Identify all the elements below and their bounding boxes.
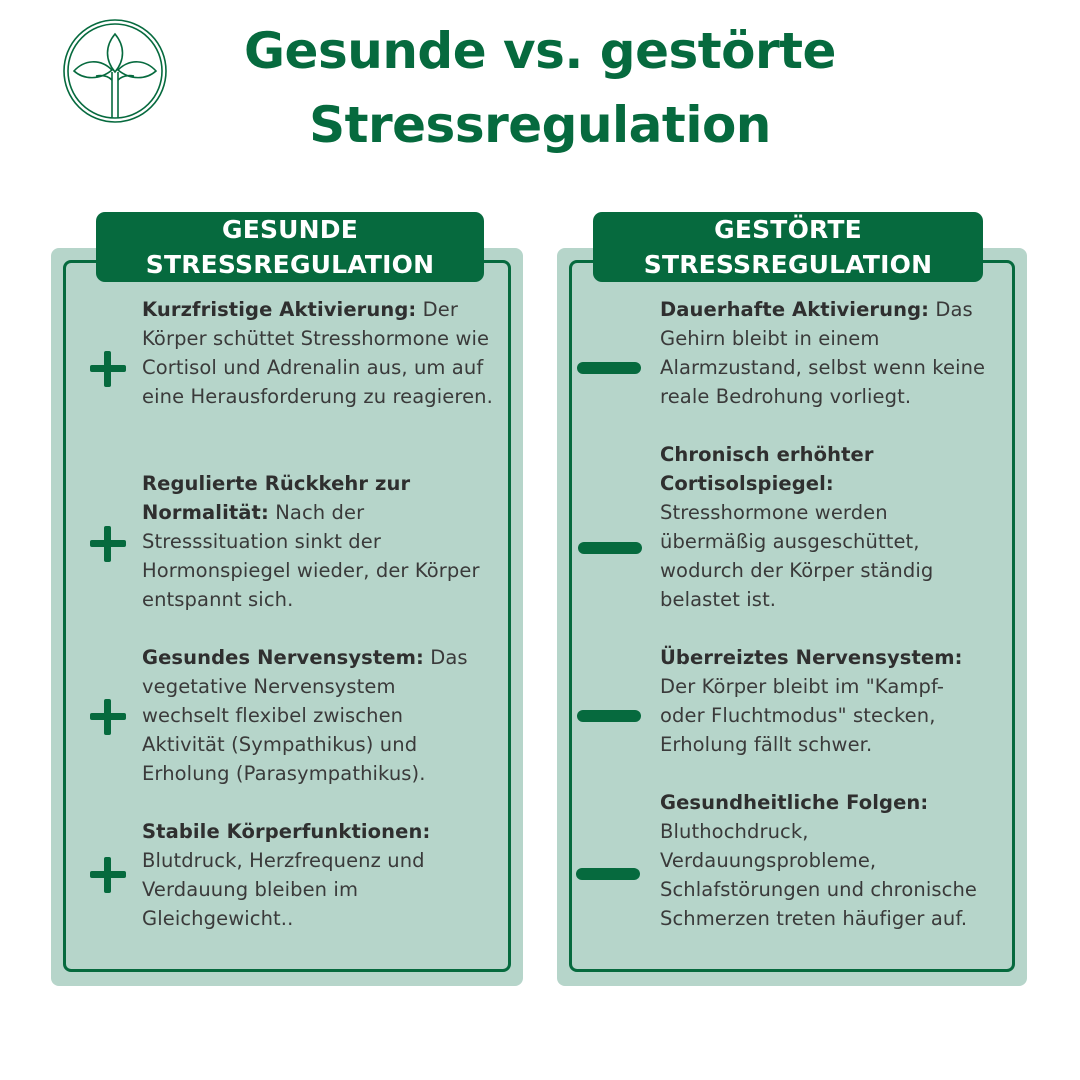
healthy-item-3-title: Gesundes Nervensystem: (142, 646, 424, 669)
disturbed-item-3-text: Der Körper bleibt im "Kampf- oder Fluchtmodus" stecken, Erholung fällt schwer. (660, 675, 944, 756)
healthy-item-3-text: Das vegetative Nervensystem wechselt flexibel zwischen Aktivität (Sympathikus) und Erholung (Parasympathikus). (142, 646, 468, 785)
disturbed-item-4-title: Gesundheitliche Folgen: (660, 791, 929, 814)
healthy-item-1-title: Kurzfristige Aktivierung: (142, 298, 417, 321)
disturbed-item-4 (660, 788, 990, 933)
healthy-item-2 (142, 469, 482, 614)
healthy-item-1 (142, 295, 502, 411)
healthy-header-line-1: GESUNDE (221, 215, 359, 244)
disturbed-item-4-text: Bluthochdruck, Verdauungsprobleme, Schlafstörungen und chronische Schmerzen treten häufiger auf. (660, 820, 977, 930)
plus-icon (90, 699, 126, 735)
disturbed-header-line-2: STRESSREGULATION (643, 250, 933, 279)
healthy-item-4-title: Stabile Körperfunktionen: (142, 820, 431, 843)
disturbed-item-1-title: Dauerhafte Aktivierung: (660, 298, 930, 321)
disturbed-item-2-text: Stresshormone werden übermäßig ausgeschüttet, wodurch der Körper ständig belastet ist. (660, 501, 934, 611)
healthy-header (96, 212, 484, 282)
plus-icon (90, 351, 126, 387)
leaf-tree-logo-icon (62, 18, 168, 124)
minus-icon (576, 868, 640, 880)
healthy-item-2-text: Nach der Stresssituation sinkt der Hormonspiegel wieder, der Körper entspannt sich. (142, 501, 480, 611)
healthy-item-2-title: Regulierte Rückkehr zur Normalität: (142, 472, 411, 524)
disturbed-item-1 (660, 295, 1005, 411)
healthy-header-line-2: STRESSREGULATION (145, 250, 435, 279)
healthy-item-4-text: Blutdruck, Herzfrequenz und Verdauung bleiben im Gleichgewicht.. (142, 849, 425, 930)
disturbed-item-2 (660, 440, 980, 614)
plus-icon (90, 526, 126, 562)
minus-icon (577, 710, 641, 722)
disturbed-header-line-1: GESTÖRTE (714, 215, 862, 244)
title-line-1: Gesunde vs. gestörte (244, 22, 836, 80)
disturbed-item-1-text: Das Gehirn bleibt in einem Alarmzustand, selbst wenn keine reale Bedrohung vorliegt. (660, 298, 986, 408)
healthy-item-1-text: Der Körper schüttet Stresshormone wie Cortisol und Adrenalin aus, um auf eine Herausforderung zu reagieren. (142, 298, 493, 408)
disturbed-item-3 (660, 643, 990, 759)
plus-icon (90, 857, 126, 893)
minus-icon (578, 542, 642, 554)
page-title (180, 14, 900, 162)
title-line-2: Stressregulation (309, 96, 771, 154)
minus-icon (577, 362, 641, 374)
disturbed-item-3-title: Überreiztes Nervensystem: (660, 646, 963, 669)
disturbed-item-2-title: Chronisch erhöhter Cortisolspiegel: (660, 443, 874, 495)
healthy-item-4 (142, 817, 472, 933)
disturbed-header (593, 212, 983, 282)
healthy-item-3 (142, 643, 482, 788)
